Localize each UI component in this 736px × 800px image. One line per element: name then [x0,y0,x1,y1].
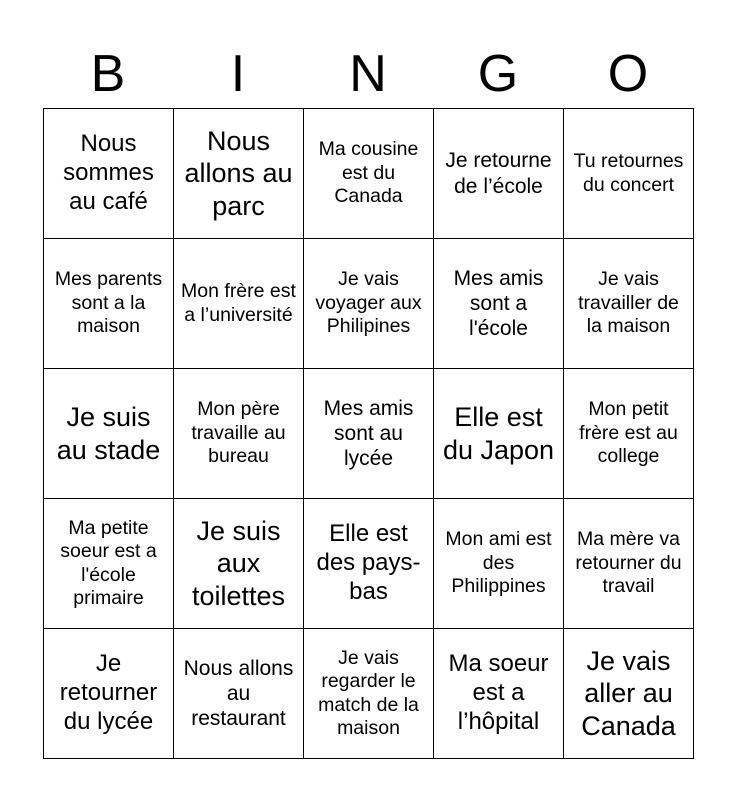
bingo-cell[interactable]: Tu retournes du concert [564,109,694,239]
bingo-cell[interactable]: Mes parents sont a la maison [44,239,174,369]
bingo-cell[interactable]: Je suis au stade [44,369,174,499]
bingo-cell[interactable]: Mes amis sont au lycée [304,369,434,499]
bingo-cell[interactable]: Mon frère est a l’université [174,239,304,369]
bingo-cell[interactable]: Mon père travaille au bureau [174,369,304,499]
bingo-cell[interactable]: Mes amis sont a l'école [434,239,564,369]
header-letter-o: O [607,45,649,103]
bingo-cell[interactable]: Mon petit frère est au college [564,369,694,499]
header-letter-b: B [90,45,126,103]
header-letter-g: G [477,45,519,103]
header-letter-i: I [230,45,246,103]
bingo-cell[interactable]: Nous sommes au café [44,109,174,239]
bingo-cell[interactable]: Ma mère va retourner du travail [564,499,694,629]
bingo-cell[interactable]: Mon ami est des Philippines [434,499,564,629]
bingo-cell[interactable]: Je retourner du lycée [44,629,174,759]
bingo-cell[interactable]: Je retourne de l’école [434,109,564,239]
bingo-cell[interactable]: Elle est des pays-bas [304,499,434,629]
bingo-cell[interactable]: Je vais aller au Canada [564,629,694,759]
header-letter-n: N [349,45,387,103]
bingo-cell[interactable]: Je vais travailler de la maison [564,239,694,369]
bingo-cell[interactable]: Nous allons au parc [174,109,304,239]
bingo-cell[interactable]: Ma soeur est a l’hôpital [434,629,564,759]
bingo-header [43,40,693,108]
bingo-cell[interactable]: Nous allons au restaurant [174,629,304,759]
bingo-cell[interactable]: Ma cousine est du Canada [304,109,434,239]
grid-row [44,629,694,759]
grid-row [44,239,694,369]
grid-row [44,109,694,239]
bingo-cell[interactable]: Elle est du Japon [434,369,564,499]
bingo-cell[interactable]: Ma petite soeur est a l'école primaire [44,499,174,629]
bingo-grid [43,108,694,759]
grid-row [44,369,694,499]
bingo-cell[interactable]: Je vais regarder le match de la maison [304,629,434,759]
bingo-cell[interactable]: Je vais voyager aux Philipines [304,239,434,369]
bingo-cell[interactable]: Je suis aux toilettes [174,499,304,629]
grid-row [44,499,694,629]
